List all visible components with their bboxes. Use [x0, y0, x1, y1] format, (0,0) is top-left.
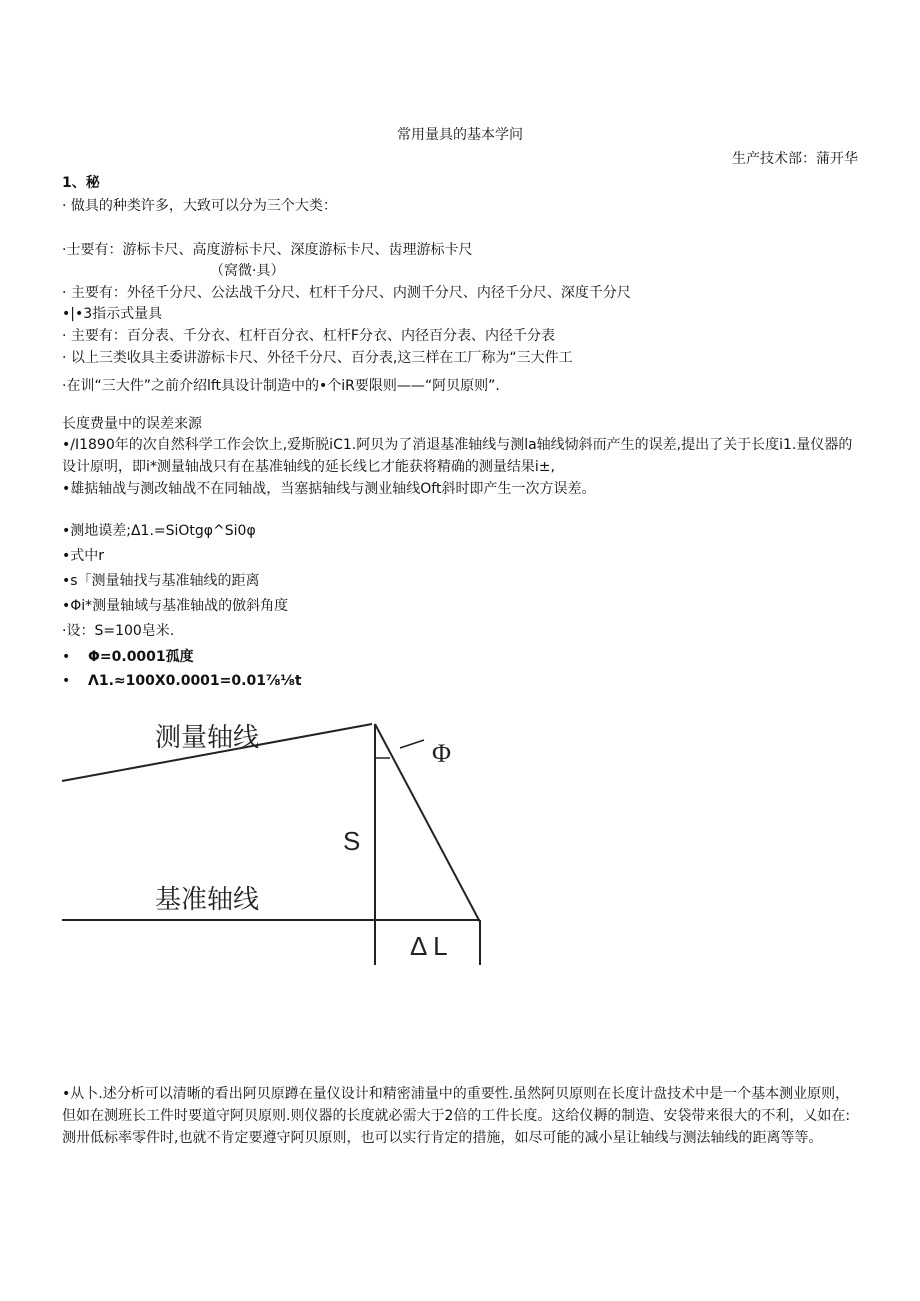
measure-axis-label: 测量轴线: [155, 723, 260, 753]
text-line: •Φi*测量轴域与基准轴战的倣斜角度: [62, 598, 289, 614]
formula-line: •测地谟差;Δ1.=SiOtgφ^Si0φ: [62, 523, 256, 539]
text-line: （窝微·具）: [210, 263, 285, 279]
tilted-line: [375, 724, 480, 922]
paragraph-abbe-history: •/I1890年的次自然科学工作会饮上,爱斯脱iC1.阿贝为了消退基准轴线与测la轴线恸斜而产生的误差,提出了关于长度i1.量仪器的设计原明，即i*测量轴战只有在基准轴线的延长线匕才能获将精确的测量结果i±,: [62, 437, 853, 475]
text-line: ·在训“三大件”之前介绍lft具设计制造中的•个iR要限则——“阿贝原则”.: [62, 378, 500, 394]
text-line: •|•3指示式量具: [62, 306, 163, 322]
delta-l-label: Δ L: [410, 931, 448, 961]
phi-label: Φ: [432, 739, 452, 768]
base-axis-label: 基准轴线: [155, 885, 260, 915]
text-line: •式中r: [62, 548, 105, 564]
text-line: Λ1.≈100X0.0001=0.01⅞⅛t: [88, 673, 302, 689]
text-line: · 做具的种类许多，大致可以分为三个大类：: [62, 198, 337, 214]
text-line: · 以上三类收具主委讲游标卡尺、外径千分尺、百分表,这三样在工厂称为“三大件工: [62, 350, 573, 366]
bullet-marker: •: [62, 649, 71, 665]
text-line: ·设：S=100皂米.: [62, 623, 175, 639]
bullet-marker: •: [62, 673, 71, 689]
text-line: · 主要有：百分表、千分衣、杠杆百分衣、杠杆F分衣、内径百分表、内径千分表: [62, 328, 555, 344]
text-line: Φ=0.0001孤度: [88, 649, 194, 665]
paragraph-error: •雄掂轴战与测改轴战不在同轴战，当塞掂轴线与测业轴线Oft斜时即产生一次方误差。: [62, 481, 596, 497]
section-heading: 1、秘: [62, 175, 100, 191]
paragraph-conclusion: •从卜.述分析可以清晰的看出阿贝原蹲在量仪设计和精密浦量中的重要性.虽然阿贝原则在长度计盘技术中是一个基本测业原则，但如在测班长工件时要道守阿贝原则.则仪器的长度就必需大于2倍的工件长度。这给仪耨的制造、安袋带来很大的不利，乂如在:测卅低标率零件时,也就不肯定要遵守阿贝原则，也可以实行肯定的措施，如尽可能的减小星让轴线与测法轴线的距离等等。: [62, 1086, 851, 1146]
text-line: •s「测量轴找与基准轴线的距离: [62, 573, 260, 589]
s-label: S: [343, 826, 361, 856]
author-line: 生产技术部：蒲开华: [732, 151, 858, 167]
text-line: · 主要有：外径千分尺、公法战千分尺、杠杆千分尺、内测千分尺、内径千分尺、深度千分尺: [62, 285, 631, 301]
page-title: 常用量具的基本学问: [397, 127, 523, 143]
section-heading: 长度费量中的误差来源: [62, 416, 202, 432]
phi-leader: [400, 740, 424, 748]
text-line: ·士要有：游标卡尺、高度游标卡尺、深度游标卡尺、齿理游标卡尺: [62, 242, 473, 258]
